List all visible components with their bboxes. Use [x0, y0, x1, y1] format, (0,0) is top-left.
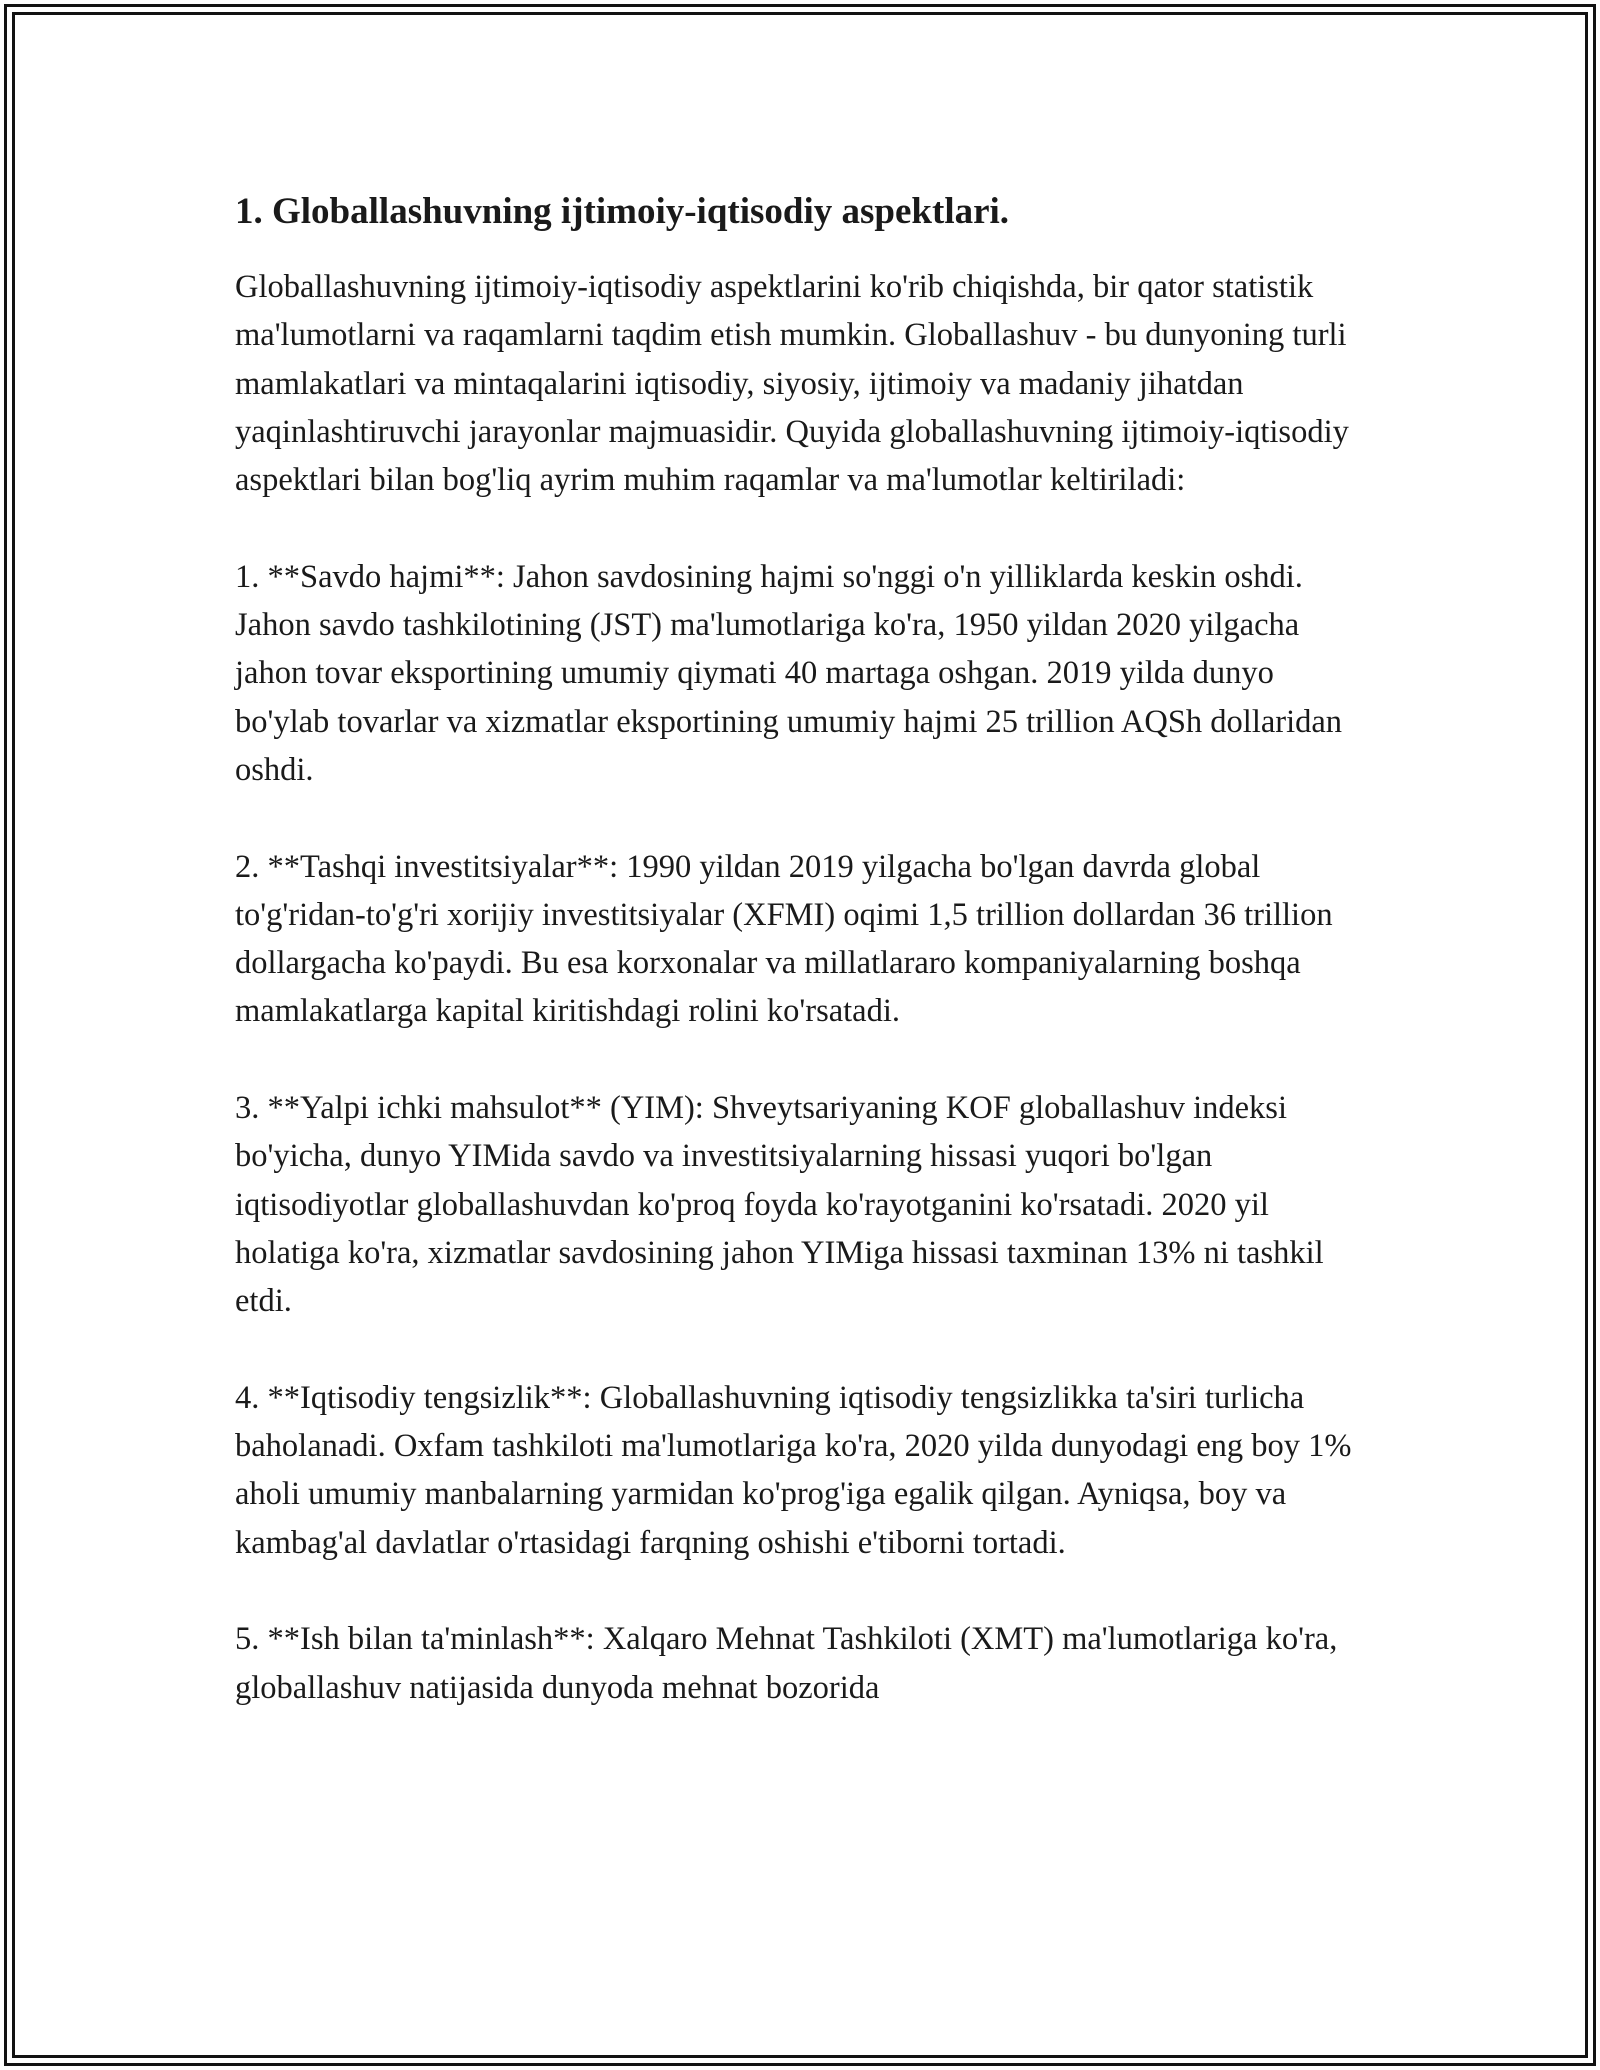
paragraph-economic-inequality: 4. **Iqtisodiy tengsizlik**: Globallashuvning iqtisodiy tengsizlikka ta'siri turlicha baholanadi. Oxfam tashkiloti ma'lumotlariga ko'ra, 2020 yilda dunyodagi eng boy 1% aholi umumiy manbalarning yarmidan ko'prog'iga egalik qilgan. Ayniqsa, boy va kambag'al davlatlar o'rtasidagi farqning oshishi e'tiborni tortadi.: [235, 1379, 1352, 1561]
paragraph-gdp: 3. **Yalpi ichki mahsulot** (YIM): Shveytsariyaning KOF globallashuv indeksi bo'yicha, dunyo YIMida savdo va investitsiyalarning hissasi yuqori bo'lgan iqtisodiyotlar globallashuvdan ko'proq foyda ko'rayotganini ko'rsatadi. 2020 yil holatiga ko'ra, xizmatlar savdosining jahon YIMiga hissasi taxminan 13% ni tashkil etdi.: [235, 1090, 1324, 1320]
paragraph-trade-volume: 1. **Savdo hajmi**: Jahon savdosining hajmi so'nggi o'n yilliklarda keskin oshdi. Jahon savdo tashkilotining (JST) ma'lumotlariga ko'ra, 1950 yildan 2020 yilgacha jahon tovar eksportining umumiy qiymati 40 martaga oshgan. 2019 yilda dunyo bo'ylab tovarlar va xizmatlar eksportining umumiy hajmi 25 trillion AQSh dollaridan oshdi.: [235, 558, 1343, 788]
section-heading: 1. Globallashuvning ijtimoiy-iqtisodiy aspektlari.: [235, 191, 1010, 232]
document-body: [235, 187, 1365, 1760]
intro-paragraph: Globallashuvning ijtimoiy-iqtisodiy aspektlarini ko'rib chiqishda, bir qator statistik ma'lumotlarni va raqamlarni taqdim etish mumkin. Globallashuv - bu dunyoning turli mamlakatlari va mintaqalarini iqtisodiy, siyosiy, ijtimoiy va madaniy jihatdan yaqinlashtiruvchi jarayonlar majmuasidir. Quyida globallashuvning ijtimoiy-iqtisodiy aspektlari bilan bog'liq ayrim muhim raqamlar va ma'lumotlar keltiriladi:: [235, 269, 1349, 499]
paragraph-foreign-investment: 2. **Tashqi investitsiyalar**: 1990 yildan 2019 yilgacha bo'lgan davrda global to'g'ridan-to'g'ri xorijiy investitsiyalar (XFMI) oqimi 1,5 trillion dollardan 36 trillion dollargacha ko'paydi. Bu esa korxonalar va millatlararo kompaniyalarning boshqa mamlakatlarga kapital kiritishdagi rolini ko'rsatadi.: [235, 848, 1333, 1030]
paragraph-employment: 5. **Ish bilan ta'minlash**: Xalqaro Mehnat Tashkiloti (XMT) ma'lumotlariga ko'ra, globallashuv natijasida dunyoda mehnat bozorida: [235, 1621, 1338, 1706]
